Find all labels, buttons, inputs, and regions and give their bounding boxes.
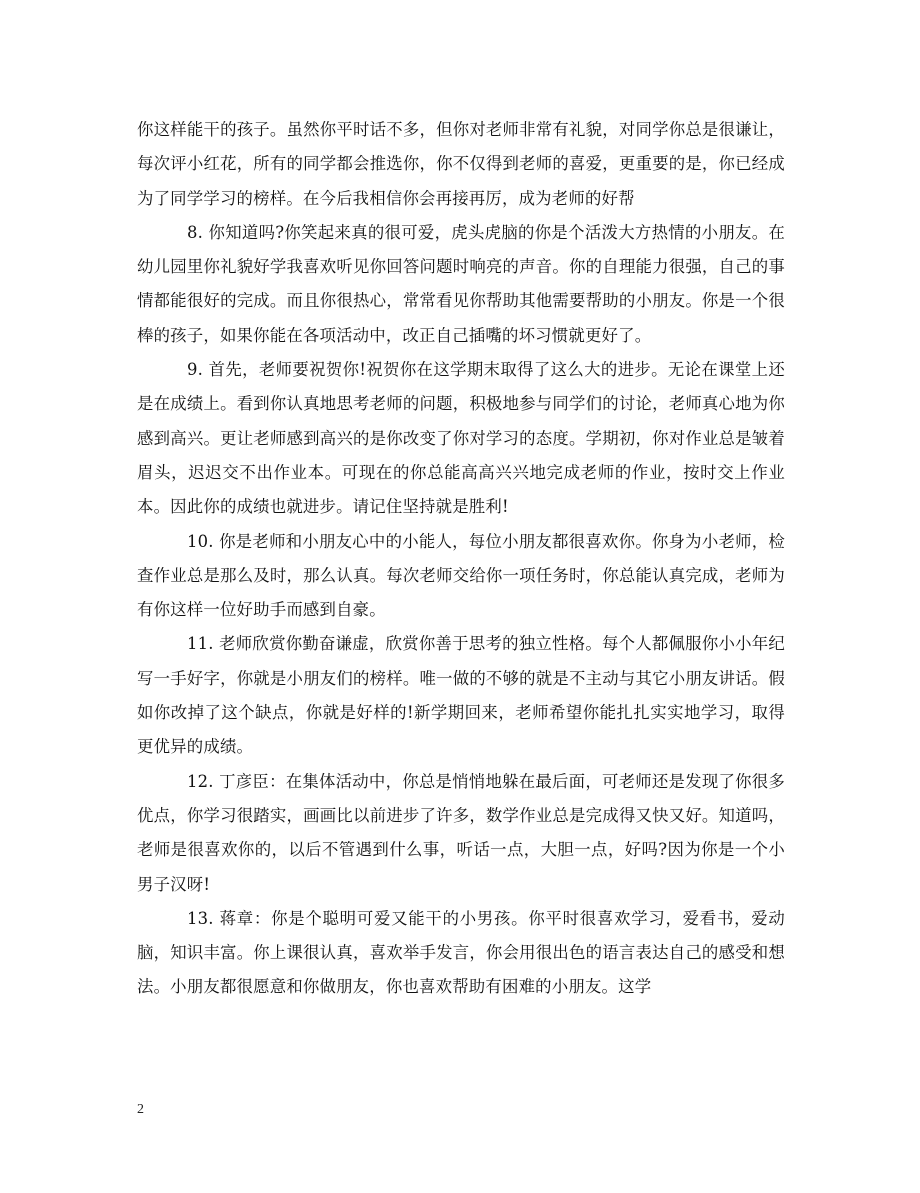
document-body (137, 113, 785, 1005)
paragraph-item-9: 9. 首先，老师要祝贺你!祝贺你在这学期末取得了这么大的进步。无论在课堂上还是在成绩上。看到你认真地思考老师的问题，积极地参与同学们的讨论，老师真心地为你感到高兴。更让老师感到高兴的是你改变了你对学习的态度。学期初，你对作业总是皱着眉头，迟迟交不出作业本。可现在的你总能高高兴兴地完成老师的作业，按时交上作业本。因此你的成绩也就进步。请记住坚持就是胜利! (137, 360, 785, 517)
paragraph-item-12: 12. 丁彦臣：在集体活动中，你总是悄悄地躲在最后面，可老师还是发现了你很多优点，你学习很踏实，画画比以前进步了许多，数学作业总是完成得又快又好。知道吗，老师是很喜欢你的，以后不管遇到什么事，听话一点，大胆一点，好吗?因为你是一个小男子汉呀! (137, 771, 785, 894)
page-number: 2 (137, 1102, 144, 1117)
paragraph-continuation: 你这样能干的孩子。虽然你平时话不多，但你对老师非常有礼貌，对同学你总是很谦让，每次评小红花，所有的同学都会推选你，你不仅得到老师的喜爱，更重要的是，你已经成为了同学学习的榜样。在今后我相信你会再接再厉，成为老师的好帮 (137, 120, 785, 208)
paragraph-item-8: 8. 你知道吗?你笑起来真的很可爱，虎头虎脑的你是个活泼大方热情的小朋友。在幼儿园里你礼貌好学我喜欢听见你回答问题时响亮的声音。你的自理能力很强，自己的事情都能很好的完成。而且你很热心，常常看见你帮助其他需要帮助的小朋友。你是一个很棒的孩子，如果你能在各项活动中，改正自己插嘴的坏习惯就更好了。 (137, 222, 785, 345)
paragraph-item-10: 10. 你是老师和小朋友心中的小能人，每位小朋友都很喜欢你。你身为小老师，检查作业总是那么及时，那么认真。每次老师交给你一项任务时，你总能认真完成，老师为有你这样一位好助手而感到自豪。 (137, 531, 785, 620)
paragraph-item-13: 13. 蒋章：你是个聪明可爱又能干的小男孩。你平时很喜欢学习，爱看书，爱动脑，知识丰富。你上课很认真，喜欢举手发言，你会用很出色的语言表达自己的感受和想法。小朋友都很愿意和你做朋友，你也喜欢帮助有困难的小朋友。这学 (137, 908, 785, 997)
paragraph-item-11: 11. 老师欣赏你勤奋谦虚，欣赏你善于思考的独立性格。每个人都佩服你小小年纪写一手好字，你就是小朋友们的榜样。唯一做的不够的就是不主动与其它小朋友讲话。假如你改掉了这个缺点，你就是好样的!新学期回来，老师希望你能扎扎实实地学习，取得更优异的成绩。 (137, 634, 785, 757)
